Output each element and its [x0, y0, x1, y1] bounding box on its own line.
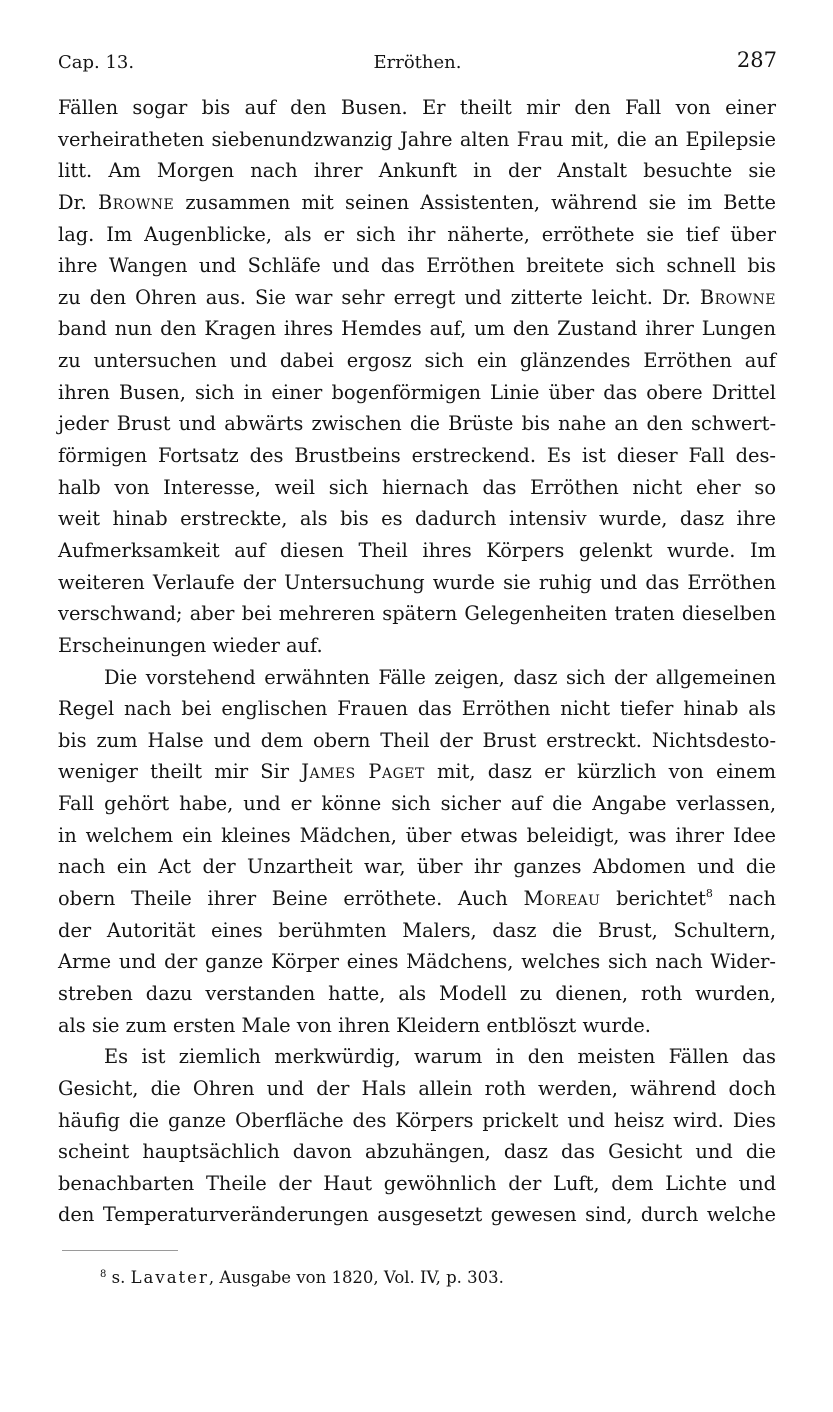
text-line: weniger theilt mir Sir James Paget mit, dasz er kürzlich von einem — [58, 760, 776, 784]
text-line: litt. Am Morgen nach ihrer Ankunft in der Anstalt besuchte sie — [58, 159, 776, 183]
text-line: verheiratheten siebenundzwanzig Jahre alten Frau mit, die an Epilepsie — [58, 127, 776, 151]
text-line: zu den Ohren aus. Sie war sehr erregt und zitterte leicht. Dr. Browne — [58, 285, 776, 309]
text-line: obern Theile ihrer Beine erröthete. Auch Moreau berichtet$^8$ nach — [58, 887, 776, 911]
text-line: bis zum Halse und dem obern Theil der Brust erstreckt. Nichtsdesto- — [58, 728, 776, 752]
text-line: Aufmerksamkeit auf diesen Theil ihres Körpers gelenkt wurde. Im — [58, 538, 776, 562]
text-line: benachbarten Theile der Haut gewöhnlich der Luft, dem Lichte und — [58, 1171, 776, 1195]
footnote-ref: 8 — [705, 887, 713, 901]
text-line: halb von Interesse, weil sich hiernach das Erröthen nicht eher so — [58, 475, 776, 499]
name-moreau: Moreau — [523, 887, 601, 911]
text-line: Arme und der ganze Körper eines Mädchens, welches sich nach Wider- — [58, 950, 776, 974]
footnote-citation: , Ausgabe von 1820, Vol. IV, p. 303. — [208, 1268, 504, 1287]
body-text — [58, 92, 776, 1231]
page-number: 287 — [736, 48, 777, 72]
footnote — [100, 1268, 504, 1287]
text-line: Dr. Browne zusammen mit seinen Assistenten, während sie im Bette — [58, 190, 776, 214]
name-browne: Browne — [98, 190, 175, 214]
text-line: Regel nach bei englischen Frauen das Erröthen nicht tiefer hinab als — [58, 697, 776, 721]
text-line: förmigen Fortsatz des Brustbeins erstreckend. Es ist dieser Fall des- — [58, 444, 776, 468]
text-line: in welchem ein kleines Mädchen, über etwas beleidigt, was ihrer Idee — [58, 823, 776, 847]
text-line: Gesicht, die Ohren und der Hals allein roth werden, während doch — [58, 1076, 776, 1100]
text-line: ihren Busen, sich in einer bogenförmigen Linie über das obere Drittel — [58, 380, 776, 404]
footnote-prefix: s. — [111, 1268, 126, 1287]
name-browne: Browne — [699, 285, 776, 309]
text-line: zu untersuchen und dabei ergosz sich ein glänzendes Erröthen auf — [58, 349, 776, 373]
text-line: Es ist ziemlich merkwürdig, warum in den meisten Fällen das — [104, 1045, 776, 1069]
text-line: Die vorstehend erwähnten Fälle zeigen, dasz sich der allgemeinen — [104, 665, 776, 689]
text-line: der Autorität eines berühmten Malers, dasz die Brust, Schultern, — [58, 918, 776, 942]
text-line: Fällen sogar bis auf den Busen. Er theilt mir den Fall von einer — [58, 96, 776, 119]
text-line: Fall gehört habe, und er könne sich sicher auf die Angabe verlassen, — [58, 792, 776, 816]
text-line: band nun den Kragen ihres Hemdes auf, um den Zustand ihrer Lungen — [58, 317, 776, 341]
text-line: jeder Brust und abwärts zwischen die Brüste bis nahe an den schwert- — [58, 412, 776, 436]
text-line: streben dazu verstanden hatte, als Modell zu dienen, roth wurden, — [58, 981, 776, 1005]
running-header — [58, 48, 777, 78]
text-line: ihre Wangen und Schläfe und das Erröthen breitete sich schnell bis — [58, 254, 776, 278]
name-james-paget: James Paget — [301, 760, 425, 784]
text-line: Erscheinungen wieder auf. — [58, 633, 323, 657]
text-line: nach ein Act der Unzartheit war, über ihr ganzes Abdomen und die — [58, 855, 776, 879]
text-line: lag. Im Augenblicke, als er sich ihr näherte, erröthete sie tief über — [58, 222, 776, 246]
text-line: häufig die ganze Oberfläche des Körpers prickelt und heisz wird. Dies — [58, 1108, 776, 1132]
text-line: verschwand; aber bei mehreren spätern Gelegenheiten traten dieselben — [58, 602, 776, 626]
text-line: als sie zum ersten Male von ihren Kleidern entblöszt wurde. — [58, 1013, 651, 1037]
text-line: weiteren Verlaufe der Untersuchung wurde sie ruhig und das Erröthen — [58, 570, 776, 594]
footnote-divider — [62, 1250, 178, 1251]
running-title: Erröthen. — [373, 52, 462, 73]
text-line: den Temperaturveränderungen ausgesetzt gewesen sind, durch welche — [58, 1203, 776, 1227]
footnote-author: Lavater — [130, 1268, 209, 1287]
text-line: scheint hauptsächlich davon abzuhängen, dasz das Gesicht und die — [58, 1140, 776, 1164]
text-line: weit hinab erstreckte, als bis es dadurch intensiv wurde, dasz ihre — [58, 507, 776, 531]
footnote-marker: 8 — [100, 1269, 107, 1280]
chapter-label: Cap. 13. — [58, 52, 135, 73]
